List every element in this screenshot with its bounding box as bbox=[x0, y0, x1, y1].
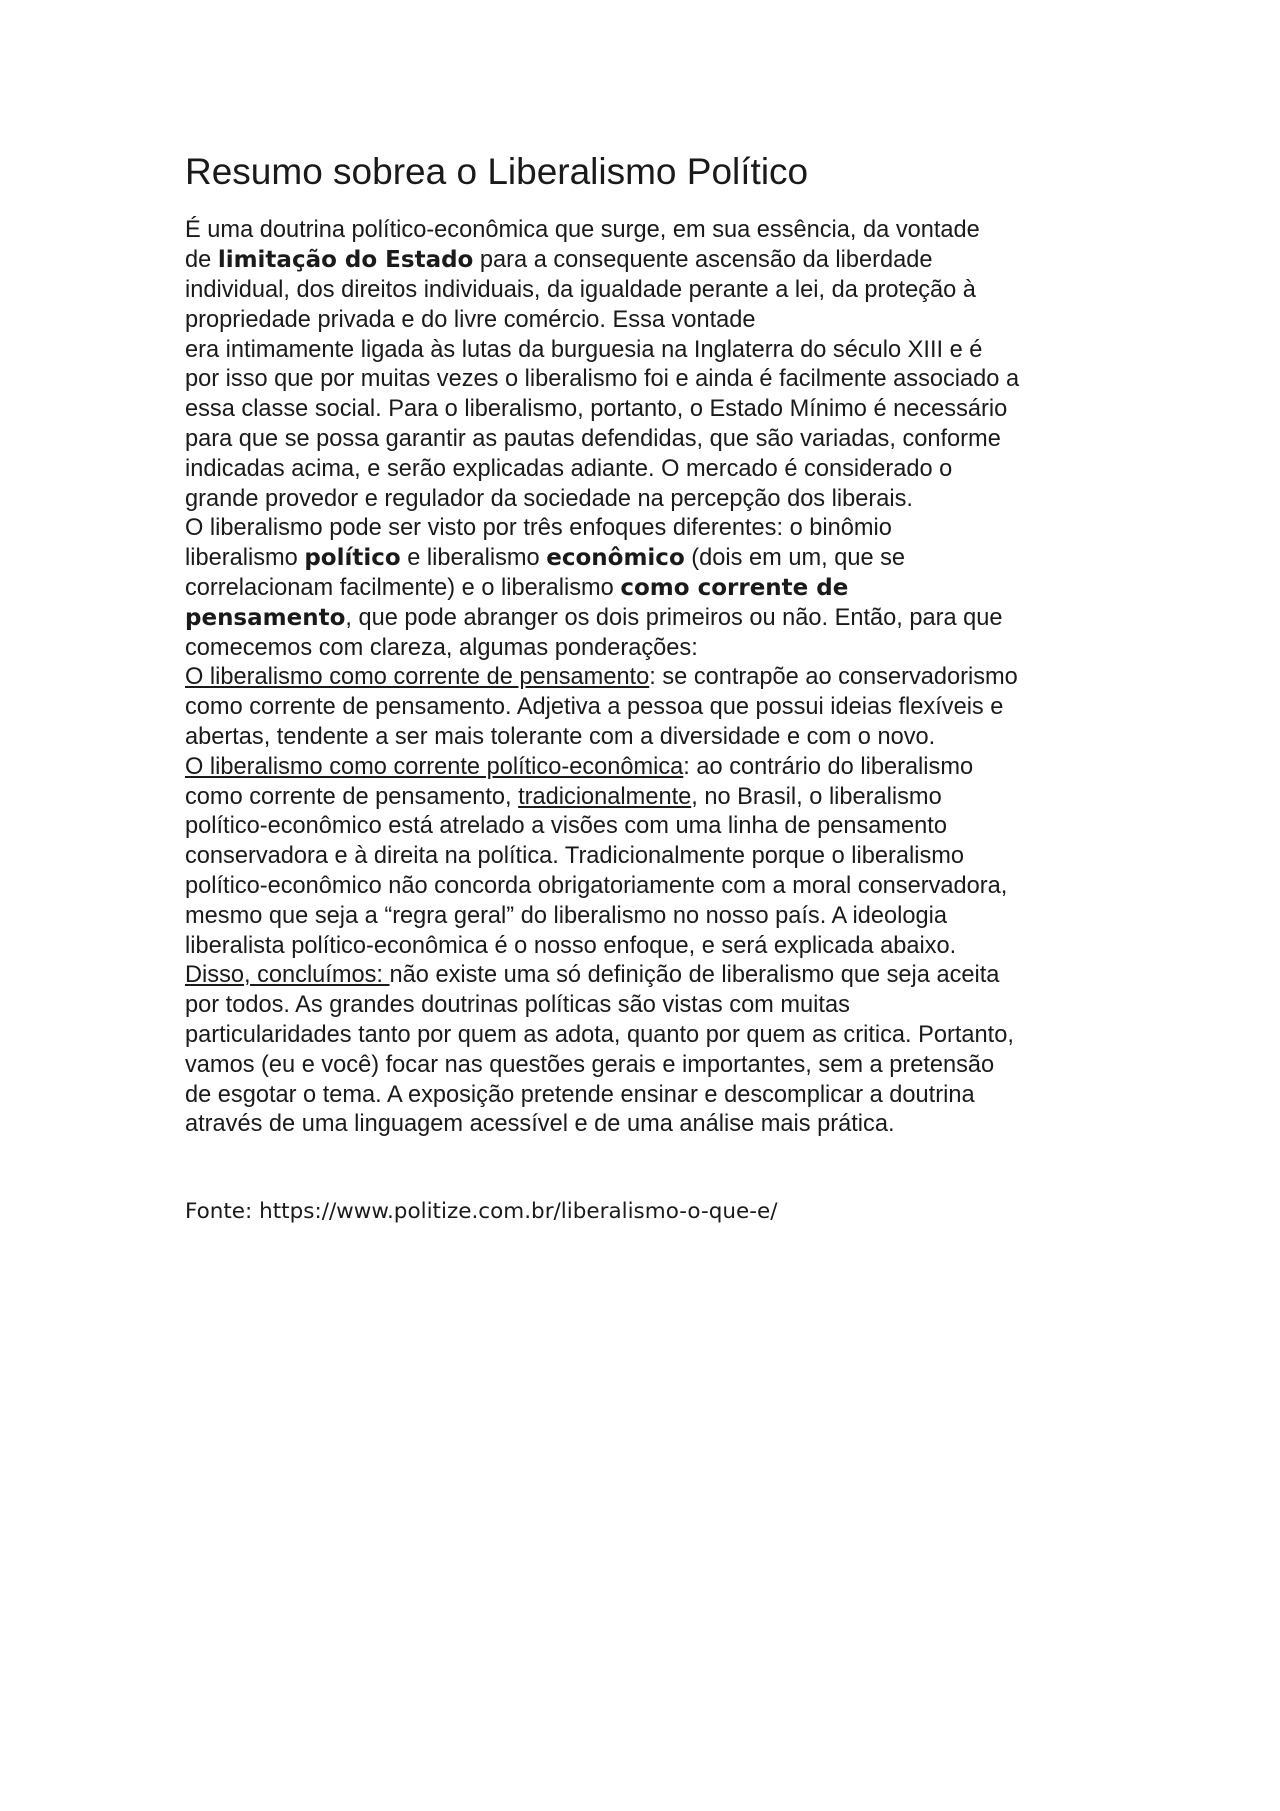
text-line: liberalista político-econômica é o nosso enfoque, e será explicada abaixo. bbox=[185, 932, 957, 959]
underlined-heading: Disso, concluímos: bbox=[185, 962, 390, 989]
paragraph-thought-current bbox=[185, 663, 1145, 752]
bold-term: político bbox=[304, 545, 401, 572]
text-line: para que se possa garantir as pautas defendidas, que são variadas, conforme bbox=[185, 425, 1001, 452]
text-line: comecemos com clareza, algumas ponderações: bbox=[185, 634, 698, 661]
text-line: correlacionam facilmente) e o liberalismo bbox=[185, 574, 621, 601]
text-line: e liberalismo bbox=[400, 545, 547, 572]
text-line: conservadora e à direita na política. Tradicionalmente porque o liberalismo bbox=[185, 843, 965, 870]
paragraph-political-economic bbox=[185, 753, 1145, 962]
underlined-heading: O liberalismo como corrente político-econômica bbox=[185, 753, 684, 780]
text-line: liberalismo bbox=[185, 545, 305, 572]
bold-term: como corrente de bbox=[620, 574, 849, 601]
text-line: , que pode abranger os dois primeiros ou não. Então, para que bbox=[345, 604, 1003, 631]
bold-term: pensamento bbox=[185, 604, 346, 631]
text-line: indicadas acima, e serão explicadas adiante. O mercado é considerado o bbox=[185, 455, 953, 482]
text-line: individual, dos direitos individuais, da igualdade perante a lei, da proteção à bbox=[185, 276, 976, 303]
underlined-heading: O liberalismo como corrente de pensamento bbox=[185, 664, 650, 691]
text-line: para a consequente ascensão da liberdade bbox=[473, 247, 933, 274]
bold-term: econômico bbox=[546, 545, 685, 572]
text-line: por isso que por muitas vezes o liberalismo foi e ainda é facilmente associado a bbox=[185, 366, 1020, 393]
text-line: de bbox=[185, 247, 218, 274]
text-line: : se contrapõe ao conservadorismo bbox=[649, 664, 1018, 691]
underlined-word: tradicionalmente bbox=[518, 783, 692, 810]
text-line: através de uma linguagem acessível e de uma análise mais prática. bbox=[185, 1111, 895, 1138]
text-line: propriedade privada e do livre comércio. Essa vontade bbox=[185, 306, 756, 333]
text-line: vamos (eu e você) focar nas questões gerais e importantes, sem a pretensão bbox=[185, 1051, 995, 1078]
bold-term: limitação do Estado bbox=[217, 247, 474, 274]
text-line: por todos. As grandes doutrinas políticas são vistas com muitas bbox=[185, 992, 850, 1019]
text-line: de esgotar o tema. A exposição pretende ensinar e descomplicar a doutrina bbox=[185, 1081, 975, 1108]
text-line: como corrente de pensamento. Adjetiva a pessoa que possui ideias flexíveis e bbox=[185, 694, 1004, 721]
text-line: : ao contrário do liberalismo bbox=[683, 753, 974, 780]
document-page bbox=[185, 150, 1145, 1226]
document-body bbox=[185, 216, 1145, 1140]
paragraph-approaches bbox=[185, 514, 1145, 663]
text-line: grande provedor e regulador da sociedade na percepção dos liberais. bbox=[185, 485, 913, 512]
text-line: político-econômico não concorda obrigatoriamente com a moral conservadora, bbox=[185, 872, 1008, 899]
source-citation: Fonte: https://www.politize.com.br/liberalismo-o-que-e/ bbox=[185, 1199, 778, 1225]
text-line: É uma doutrina político-econômica que surge, em sua essência, da vontade bbox=[185, 217, 980, 244]
text-line: político-econômico está atrelado a visões com uma linha de pensamento bbox=[185, 813, 947, 840]
text-line: não existe uma só definição de liberalismo que seja aceita bbox=[389, 962, 1000, 989]
text-line: mesmo que seja a “regra geral” do liberalismo no nosso país. A ideologia bbox=[185, 902, 947, 929]
document-title: Resumo sobrea o Liberalismo Político bbox=[185, 151, 809, 192]
paragraph-intro bbox=[185, 216, 1145, 514]
paragraph-conclusion bbox=[185, 961, 1145, 1140]
text-line: essa classe social. Para o liberalismo, portanto, o Estado Mínimo é necessário bbox=[185, 396, 1008, 423]
text-line: particularidades tanto por quem as adota, quanto por quem as critica. Portanto, bbox=[185, 1021, 1014, 1048]
text-line: (dois em um, que se bbox=[684, 545, 906, 572]
text-line: como corrente de pensamento, bbox=[185, 783, 519, 810]
text-line: era intimamente ligada às lutas da burguesia na Inglaterra do século XIII e é bbox=[185, 336, 983, 363]
text-line: , no Brasil, o liberalismo bbox=[691, 783, 942, 810]
text-line: O liberalismo pode ser visto por três enfoques diferentes: o binômio bbox=[185, 515, 892, 542]
text-line: abertas, tendente a ser mais tolerante com a diversidade e com o novo. bbox=[185, 723, 936, 750]
